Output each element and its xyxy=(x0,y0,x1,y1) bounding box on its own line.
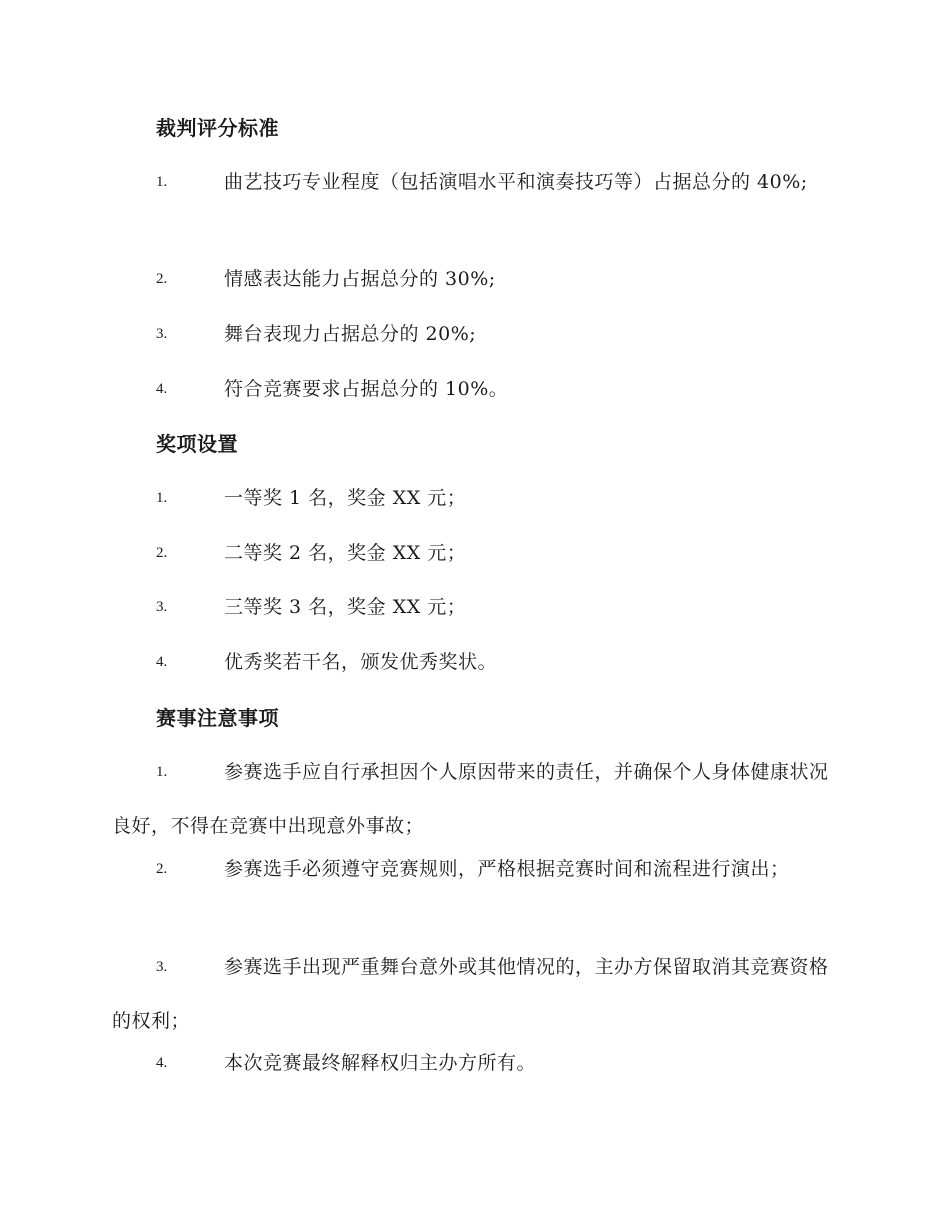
list-number: 1. xyxy=(156,490,168,506)
list-item xyxy=(112,471,836,525)
list-number: 1. xyxy=(156,764,168,780)
list-number: 1. xyxy=(156,174,168,190)
list-text: 本次竞赛最终解释权归主办方所有。 xyxy=(224,1052,537,1074)
section-heading-awards: 奖项设置 xyxy=(156,432,238,456)
list-text: 优秀奖若干名，颁发优秀奖状。 xyxy=(224,651,498,673)
list-number: 3. xyxy=(156,959,168,975)
list-text: 情感表达能力占据总分的 30%; xyxy=(224,268,496,290)
list-item xyxy=(112,1036,836,1090)
list-item xyxy=(112,635,836,689)
list-number: 4. xyxy=(156,654,168,670)
list-item xyxy=(112,307,836,361)
list-item xyxy=(112,155,836,209)
list-item xyxy=(112,745,836,853)
list-text: 舞台表现力占据总分的 20%; xyxy=(224,323,477,345)
list-number: 4. xyxy=(156,381,168,397)
list-item xyxy=(112,580,836,634)
list-text: 参赛选手应自行承担因个人原因带来的责任，并确保个人身体健康状况良好，不得在竞赛中出现意外事故； xyxy=(112,761,829,837)
list-number: 3. xyxy=(156,599,168,615)
list-item xyxy=(112,940,836,1048)
list-text: 曲艺技巧专业程度（包括演唱水平和演奏技巧等）占据总分的 40%; xyxy=(224,171,808,193)
section-heading-notes: 赛事注意事项 xyxy=(156,706,279,730)
section-heading-scoring: 裁判评分标准 xyxy=(156,116,279,140)
list-item xyxy=(112,842,836,896)
list-text: 二等奖 2 名，奖金 XX 元； xyxy=(224,542,467,564)
list-text: 参赛选手出现严重舞台意外或其他情况的，主办方保留取消其竞赛资格的权利； xyxy=(112,956,829,1032)
list-item xyxy=(112,252,836,306)
list-item xyxy=(112,526,836,580)
list-number: 4. xyxy=(156,1055,168,1071)
list-number: 2. xyxy=(156,545,168,561)
list-text: 一等奖 1 名，奖金 XX 元； xyxy=(224,487,467,509)
list-number: 3. xyxy=(156,326,168,342)
list-item xyxy=(112,362,836,416)
list-number: 2. xyxy=(156,861,168,877)
list-text: 三等奖 3 名，奖金 XX 元； xyxy=(224,596,467,618)
list-text: 符合竞赛要求占据总分的 10%。 xyxy=(224,378,509,400)
list-number: 2. xyxy=(156,271,168,287)
list-text: 参赛选手必须遵守竞赛规则，严格根据竞赛时间和流程进行演出； xyxy=(224,858,790,880)
